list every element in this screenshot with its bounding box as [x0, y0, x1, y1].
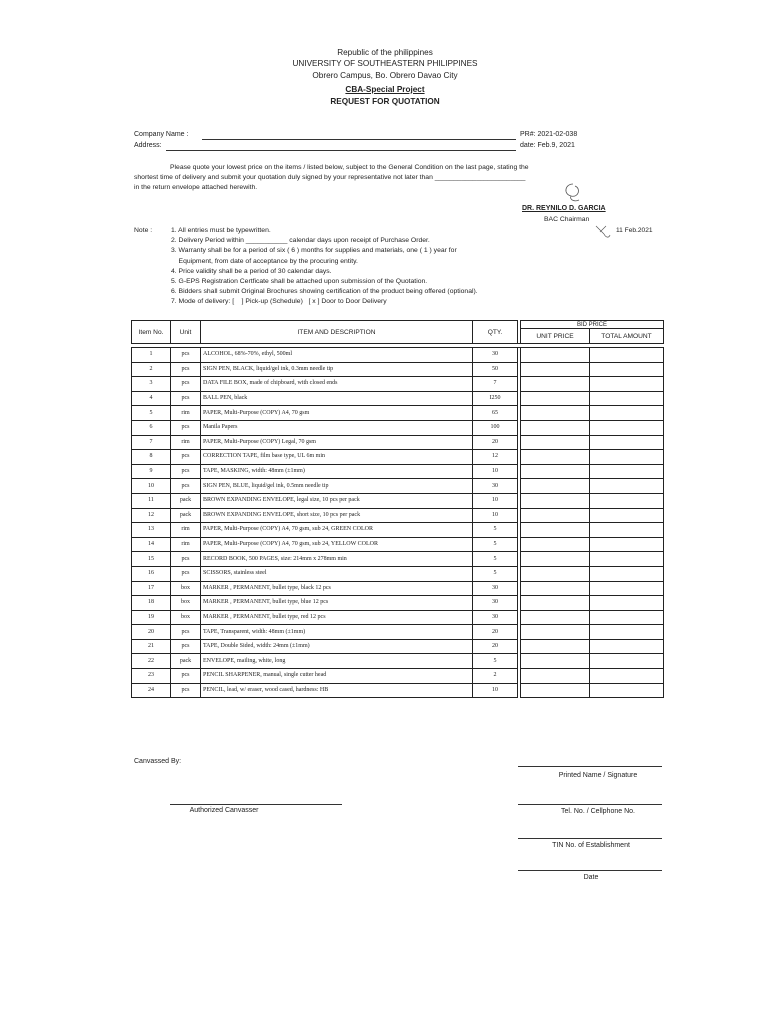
- item-no-cell: 21: [132, 639, 171, 654]
- chairman-signature: [555, 180, 595, 206]
- unit-cell: pcs: [171, 420, 201, 435]
- description-cell: MARKER , PERMANENT, bullet type, red 12 pcs: [201, 610, 473, 625]
- qty-cell: 5: [473, 552, 518, 567]
- unit-cell: pack: [171, 493, 201, 508]
- company-name-label: Company Name :: [134, 131, 189, 138]
- col-unit: Unit: [171, 321, 201, 344]
- total-amount-cell[interactable]: [590, 508, 664, 523]
- total-amount-cell[interactable]: [590, 348, 664, 363]
- qty-cell: 2: [473, 669, 518, 684]
- quotation-table: [131, 320, 664, 698]
- chairman-name: DR. REYNILO D. GARCIA: [522, 205, 606, 212]
- total-amount-cell[interactable]: [590, 406, 664, 421]
- table-row: [132, 406, 664, 421]
- date-label: Date: [583, 874, 599, 881]
- chairman-title: BAC Chairman: [544, 216, 590, 223]
- date-line[interactable]: [518, 870, 662, 871]
- unit-cell: rim: [171, 406, 201, 421]
- description-cell: RECORD BOOK, 500 PAGES, size: 214mm x 278mm min: [201, 552, 473, 567]
- unit-cell: pcs: [171, 391, 201, 406]
- table-row: [132, 581, 664, 596]
- unit-cell: pack: [171, 654, 201, 669]
- table-row: [132, 450, 664, 465]
- qty-cell: 30: [473, 479, 518, 494]
- total-amount-cell[interactable]: [590, 493, 664, 508]
- qty-cell: 7: [473, 377, 518, 392]
- unit-price-cell[interactable]: [521, 406, 590, 421]
- unit-cell: pcs: [171, 348, 201, 363]
- unit-cell: pcs: [171, 552, 201, 567]
- total-amount-cell[interactable]: [590, 669, 664, 684]
- total-amount-cell[interactable]: [590, 610, 664, 625]
- unit-cell: pcs: [171, 669, 201, 684]
- col-total-amount: TOTAL AMOUNT: [590, 329, 664, 344]
- total-amount-cell[interactable]: [590, 639, 664, 654]
- unit-cell: rim: [171, 537, 201, 552]
- address-field[interactable]: [166, 150, 516, 151]
- item-no-cell: 9: [132, 464, 171, 479]
- table-row: [132, 493, 664, 508]
- tin-label: TIN No. of Establishment: [552, 842, 630, 849]
- notes-list: [171, 226, 478, 308]
- table-row: [132, 625, 664, 640]
- description-cell: SCISSORS, stainless steel: [201, 566, 473, 581]
- qty-cell: 20: [473, 639, 518, 654]
- note-item: Equipment, from date of acceptance by the procuring entity.: [171, 257, 358, 265]
- unit-price-cell[interactable]: [521, 552, 590, 567]
- description-cell: PAPER, Multi-Purpose (COPY) A4, 70 gsm: [201, 406, 473, 421]
- table-row: [132, 391, 664, 406]
- description-cell: PAPER, Multi-Purpose (COPY) A4, 70 gsm, sub 24, YELLOW COLOR: [201, 537, 473, 552]
- table-row: [132, 479, 664, 494]
- item-no-cell: 11: [132, 493, 171, 508]
- unit-price-cell[interactable]: [521, 450, 590, 465]
- description-cell: TAPE, Double Sided, width: 24mm (±1mm): [201, 639, 473, 654]
- qty-cell: 5: [473, 523, 518, 538]
- qty-cell: 10: [473, 508, 518, 523]
- unit-cell: pcs: [171, 566, 201, 581]
- item-no-cell: 3: [132, 377, 171, 392]
- description-cell: ALCOHOL, 68%-70%, ethyl, 500ml: [201, 348, 473, 363]
- description-cell: MARKER , PERMANENT, bullet type, black 12 pcs: [201, 581, 473, 596]
- total-amount-cell[interactable]: [590, 420, 664, 435]
- intro-line-1: Please quote your lowest price on the items / listed below, subject to the General Condition on the last page, stating the: [170, 164, 529, 171]
- intro-line-2: shortest time of delivery and submit your quotation duly signed by your representative not later than ________________________: [134, 174, 526, 181]
- description-cell: CORRECTION TAPE, film base type, UL 6m min: [201, 450, 473, 465]
- item-no-cell: 18: [132, 596, 171, 611]
- address-label: Address:: [134, 142, 162, 149]
- col-bid-price: BID PRICE: [521, 321, 664, 329]
- item-no-cell: 10: [132, 479, 171, 494]
- qty-cell: 10: [473, 464, 518, 479]
- unit-price-cell[interactable]: [521, 523, 590, 538]
- unit-cell: box: [171, 581, 201, 596]
- note-item: 6. Bidders shall submit Original Brochures showing certification of the product being offered (optional).: [171, 288, 478, 296]
- total-amount-cell[interactable]: [590, 654, 664, 669]
- item-no-cell: 1: [132, 348, 171, 363]
- qty-cell: 20: [473, 625, 518, 640]
- header-campus: Obrero Campus, Bo. Obrero Davao City: [312, 71, 458, 80]
- unit-price-cell[interactable]: [521, 508, 590, 523]
- table-row: [132, 596, 664, 611]
- unit-cell: pcs: [171, 479, 201, 494]
- item-no-cell: 22: [132, 654, 171, 669]
- description-cell: BROWN EXPANDING ENVELOPE, legal size, 10 pcs per pack: [201, 493, 473, 508]
- header-university: UNIVERSITY OF SOUTHEASTERN PHILIPPINES: [292, 59, 478, 68]
- unit-price-cell[interactable]: [521, 435, 590, 450]
- printed-name-label: Printed Name / Signature: [558, 772, 638, 779]
- authorized-canvasser-line[interactable]: [170, 804, 342, 805]
- company-name-field[interactable]: [202, 139, 516, 140]
- item-no-cell: 5: [132, 406, 171, 421]
- table-row: [132, 669, 664, 684]
- description-cell: SIGN PEN, BLUE, liquid/gel ink, 0.5mm needle tip: [201, 479, 473, 494]
- qty-cell: 100: [473, 420, 518, 435]
- table-row: [132, 377, 664, 392]
- unit-price-cell[interactable]: [521, 377, 590, 392]
- tin-line[interactable]: [518, 838, 662, 839]
- unit-price-cell[interactable]: [521, 479, 590, 494]
- note-item: 7. Mode of delivery: [ ] Pick-up (Schedule) [ x ] Door to Door Delivery: [171, 298, 387, 306]
- tel-line[interactable]: [518, 804, 662, 805]
- item-no-cell: 17: [132, 581, 171, 596]
- item-no-cell: 2: [132, 362, 171, 377]
- description-cell: BROWN EXPANDING ENVELOPE, short size, 10 pcs per pack: [201, 508, 473, 523]
- total-amount-cell[interactable]: [590, 683, 664, 698]
- initials-mark: [594, 222, 612, 240]
- qty-cell: 10: [473, 683, 518, 698]
- total-amount-cell[interactable]: [590, 523, 664, 538]
- unit-price-cell[interactable]: [521, 566, 590, 581]
- qty-cell: 5: [473, 537, 518, 552]
- pr-number: PR#: 2021-02-038: [520, 131, 578, 138]
- total-amount-cell[interactable]: [590, 435, 664, 450]
- unit-cell: pack: [171, 508, 201, 523]
- unit-price-cell[interactable]: [521, 625, 590, 640]
- col-qty: QTY.: [473, 321, 518, 344]
- unit-price-cell[interactable]: [521, 464, 590, 479]
- total-amount-cell[interactable]: [590, 537, 664, 552]
- printed-name-line[interactable]: [518, 766, 662, 767]
- qty-cell: 30: [473, 581, 518, 596]
- signature-date: 11 Feb.2021: [616, 227, 653, 234]
- unit-price-cell[interactable]: [521, 581, 590, 596]
- description-cell: DATA FILE BOX, made of chipboard, with closed ends: [201, 377, 473, 392]
- qty-cell: 65: [473, 406, 518, 421]
- table-row: [132, 435, 664, 450]
- note-item: 5. G-EPS Registration Certficate shall be attached upon submission of the Quotation.: [171, 278, 428, 286]
- total-amount-cell[interactable]: [590, 377, 664, 392]
- unit-cell: pcs: [171, 450, 201, 465]
- unit-cell: rim: [171, 523, 201, 538]
- item-no-cell: 7: [132, 435, 171, 450]
- page-title: REQUEST FOR QUOTATION: [330, 97, 440, 106]
- total-amount-cell[interactable]: [590, 479, 664, 494]
- table-row: [132, 348, 664, 363]
- qty-cell: 30: [473, 596, 518, 611]
- unit-price-cell[interactable]: [521, 683, 590, 698]
- unit-price-cell[interactable]: [521, 537, 590, 552]
- qty-cell: 30: [473, 348, 518, 363]
- unit-price-cell[interactable]: [521, 493, 590, 508]
- table-row: [132, 683, 664, 698]
- tel-label: Tel. No. / Cellphone No.: [561, 808, 635, 815]
- qty-cell: 30: [473, 610, 518, 625]
- table-row: [132, 639, 664, 654]
- col-description: ITEM AND DESCRIPTION: [201, 321, 473, 344]
- total-amount-cell[interactable]: [590, 450, 664, 465]
- description-cell: ENVELOPE, mailing, white, long: [201, 654, 473, 669]
- total-amount-cell[interactable]: [590, 581, 664, 596]
- item-no-cell: 4: [132, 391, 171, 406]
- table-row: [132, 508, 664, 523]
- unit-cell: box: [171, 610, 201, 625]
- description-cell: MARKER , PERMANENT, bullet type, blue 12 pcs: [201, 596, 473, 611]
- unit-price-cell[interactable]: [521, 348, 590, 363]
- unit-price-cell[interactable]: [521, 669, 590, 684]
- pr-date: date: Feb.9, 2021: [520, 142, 575, 149]
- total-amount-cell[interactable]: [590, 391, 664, 406]
- table-row: [132, 537, 664, 552]
- header-republic: Republic of the philippines: [337, 48, 433, 57]
- total-amount-cell[interactable]: [590, 566, 664, 581]
- description-cell: PENCIL, lead, w/ eraser, wood cased, hardness: HB: [201, 683, 473, 698]
- description-cell: TAPE, Transparent, width: 48mm (±1mm): [201, 625, 473, 640]
- table-row: [132, 362, 664, 377]
- unit-price-cell[interactable]: [521, 362, 590, 377]
- qty-cell: 12: [473, 450, 518, 465]
- header-project: CBA-Special Project: [345, 85, 425, 94]
- item-no-cell: 13: [132, 523, 171, 538]
- item-no-cell: 12: [132, 508, 171, 523]
- qty-cell: 10: [473, 493, 518, 508]
- table-row: [132, 523, 664, 538]
- unit-cell: pcs: [171, 639, 201, 654]
- unit-cell: rim: [171, 435, 201, 450]
- total-amount-cell[interactable]: [590, 362, 664, 377]
- unit-cell: pcs: [171, 683, 201, 698]
- intro-line-3: in the return envelope attached herewith.: [134, 184, 258, 191]
- total-amount-cell[interactable]: [590, 625, 664, 640]
- total-amount-cell[interactable]: [590, 552, 664, 567]
- col-item-no: Item No.: [132, 321, 171, 344]
- col-unit-price: UNIT PRICE: [521, 329, 590, 344]
- description-cell: PAPER, Multi-Purpose (COPY) A4, 70 gsm, sub 24, GREEN COLOR: [201, 523, 473, 538]
- table-row: [132, 654, 664, 669]
- unit-cell: pcs: [171, 362, 201, 377]
- table-row: [132, 552, 664, 567]
- item-no-cell: 16: [132, 566, 171, 581]
- total-amount-cell[interactable]: [590, 596, 664, 611]
- unit-price-cell[interactable]: [521, 610, 590, 625]
- item-no-cell: 24: [132, 683, 171, 698]
- note-item: 4. Price validity shall be a period of 30 calendar days.: [171, 267, 332, 275]
- unit-cell: pcs: [171, 464, 201, 479]
- description-cell: Manila Papers: [201, 420, 473, 435]
- description-cell: PENCIL SHARPENER, manual, single cutter head: [201, 669, 473, 684]
- item-no-cell: 20: [132, 625, 171, 640]
- note-item: 2. Delivery Period within ___________ calendar days upon receipt of Purchase Order.: [171, 237, 430, 245]
- total-amount-cell[interactable]: [590, 464, 664, 479]
- qty-cell: 5: [473, 654, 518, 669]
- unit-price-cell[interactable]: [521, 420, 590, 435]
- qty-cell: 20: [473, 435, 518, 450]
- unit-cell: pcs: [171, 377, 201, 392]
- item-no-cell: 15: [132, 552, 171, 567]
- note-item: 1. All entries must be typewritten.: [171, 227, 271, 234]
- unit-price-cell[interactable]: [521, 596, 590, 611]
- item-no-cell: 8: [132, 450, 171, 465]
- qty-cell: 5: [473, 566, 518, 581]
- description-cell: SIGN PEN, BLACK, liquid/gel ink, 0.3mm needle tip: [201, 362, 473, 377]
- table-row: [132, 420, 664, 435]
- unit-price-cell[interactable]: [521, 391, 590, 406]
- description-cell: BALL PEN, black: [201, 391, 473, 406]
- authorized-canvasser-label: Authorized Canvasser: [189, 807, 259, 814]
- qty-cell: I250: [473, 391, 518, 406]
- item-no-cell: 14: [132, 537, 171, 552]
- unit-cell: pcs: [171, 625, 201, 640]
- canvassed-by-label: Canvassed By:: [134, 758, 182, 765]
- qty-cell: 50: [473, 362, 518, 377]
- note-item: 3. Warranty shall be for a period of six ( 6 ) months for supplies and materials, one ( 1 ) year for: [171, 247, 457, 255]
- description-cell: PAPER, Multi-Purpose (COPY) Legal, 70 gsm: [201, 435, 473, 450]
- item-no-cell: 19: [132, 610, 171, 625]
- note-label: Note :: [134, 227, 153, 234]
- item-no-cell: 6: [132, 420, 171, 435]
- unit-cell: box: [171, 596, 201, 611]
- item-no-cell: 23: [132, 669, 171, 684]
- unit-price-cell[interactable]: [521, 654, 590, 669]
- table-row: [132, 464, 664, 479]
- table-row: [132, 610, 664, 625]
- table-row: [132, 566, 664, 581]
- unit-price-cell[interactable]: [521, 639, 590, 654]
- description-cell: TAPE, MASKING, width: 48mm (±1mm): [201, 464, 473, 479]
